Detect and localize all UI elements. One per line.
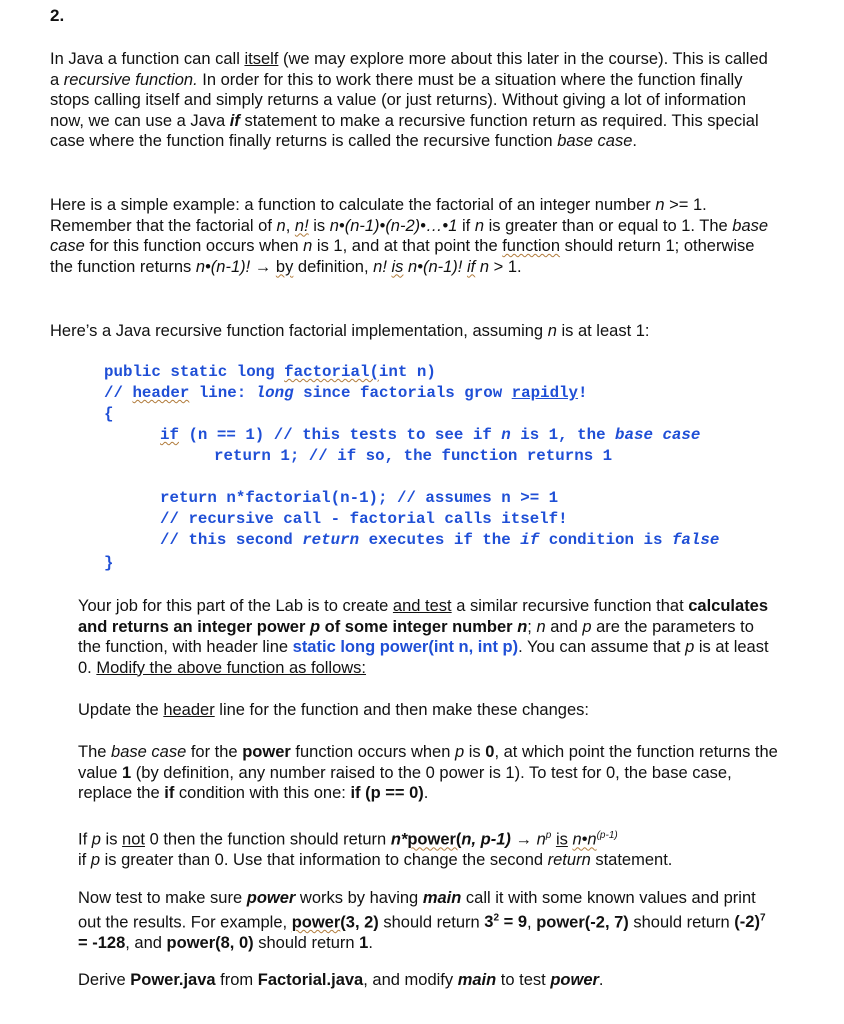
question-number: 2. bbox=[50, 6, 65, 25]
code-line-4: if (n == 1) // this tests to see if n is 1, the base case bbox=[160, 426, 701, 444]
base-case-paragraph: The base case for the power function occurs when p is 0, at which point the function returns the value 1 (by definition, any number raised to the 0 power is 1). To test for 0, the base case, replace the if condition with this one: if (p == 0). bbox=[78, 743, 778, 802]
code-line-7: // recursive call - factorial calls itself! bbox=[160, 510, 568, 528]
implementation-intro: Here’s a Java recursive function factorial implementation, assuming n is at least 1: bbox=[50, 322, 650, 340]
code-line-2: // header line: long since factorials grow rapidly! bbox=[104, 384, 588, 402]
derive-paragraph: Derive Power.java from Factorial.java, and modify main to test power. bbox=[78, 971, 604, 989]
code-line-6: return n*factorial(n-1); // assumes n >= 1 bbox=[160, 489, 559, 507]
intro-paragraph: In Java a function can call itself (we may explore more about this later in the course). This is called a recursive function. In order for this to work there must be a situation where the function finally stops calling itself and simply returns a value (or just returns). Without giving a lot of information now, we can use a Java if statement to make a recursive function return as required. This special case where the function finally returns is called the recursive function base case. bbox=[50, 50, 768, 150]
testing-paragraph: Now test to make sure power works by having main call it with some known values and print out the results. For example, power(3, 2) should return $3^2 = 9$, power(-2, 7) should return $(-2)^7 = -128$, and power(8, 0) should return 1. bbox=[78, 889, 766, 952]
recursive-case-paragraph: If p is not 0 then the function should return n*power(n, $p-1) \to n^p$ is $n•n^{(p-1)}$ if p is greater than 0. Use that information to change the second return statement. bbox=[78, 830, 673, 869]
code-line-9: } bbox=[104, 554, 114, 572]
code-line-1: public static long factorial(int n) bbox=[104, 363, 436, 381]
example-paragraph: Here is a simple example: a function to calculate the factorial of an integer number n >= 1. Remember that the factorial of n, n! is n•(n-1)•(n-2)•…•1 if n is greater than or equal to 1. The base case for this function occurs when n is 1, and at that point the function should return 1; otherwise the function returns n•(n-1)! → by definition, n! is n•(n-1)! if n > 1. bbox=[50, 196, 769, 276]
code-line-5: return 1; // if so, the function returns 1 bbox=[214, 447, 613, 465]
job-paragraph: Your job for this part of the Lab is to create and test a similar recursive function that calculates and returns an integer power p of some integer number n; n and p are the parameters to the function, with header line static long power(int n, int p). You can assume that p is at least 0. Modify the above function as follows: bbox=[78, 597, 769, 677]
code-line-8: // this second return executes if the if condition is false bbox=[160, 531, 720, 549]
code-line-3: { bbox=[104, 405, 114, 423]
update-paragraph: Update the header line for the function and then make these changes: bbox=[78, 701, 589, 719]
